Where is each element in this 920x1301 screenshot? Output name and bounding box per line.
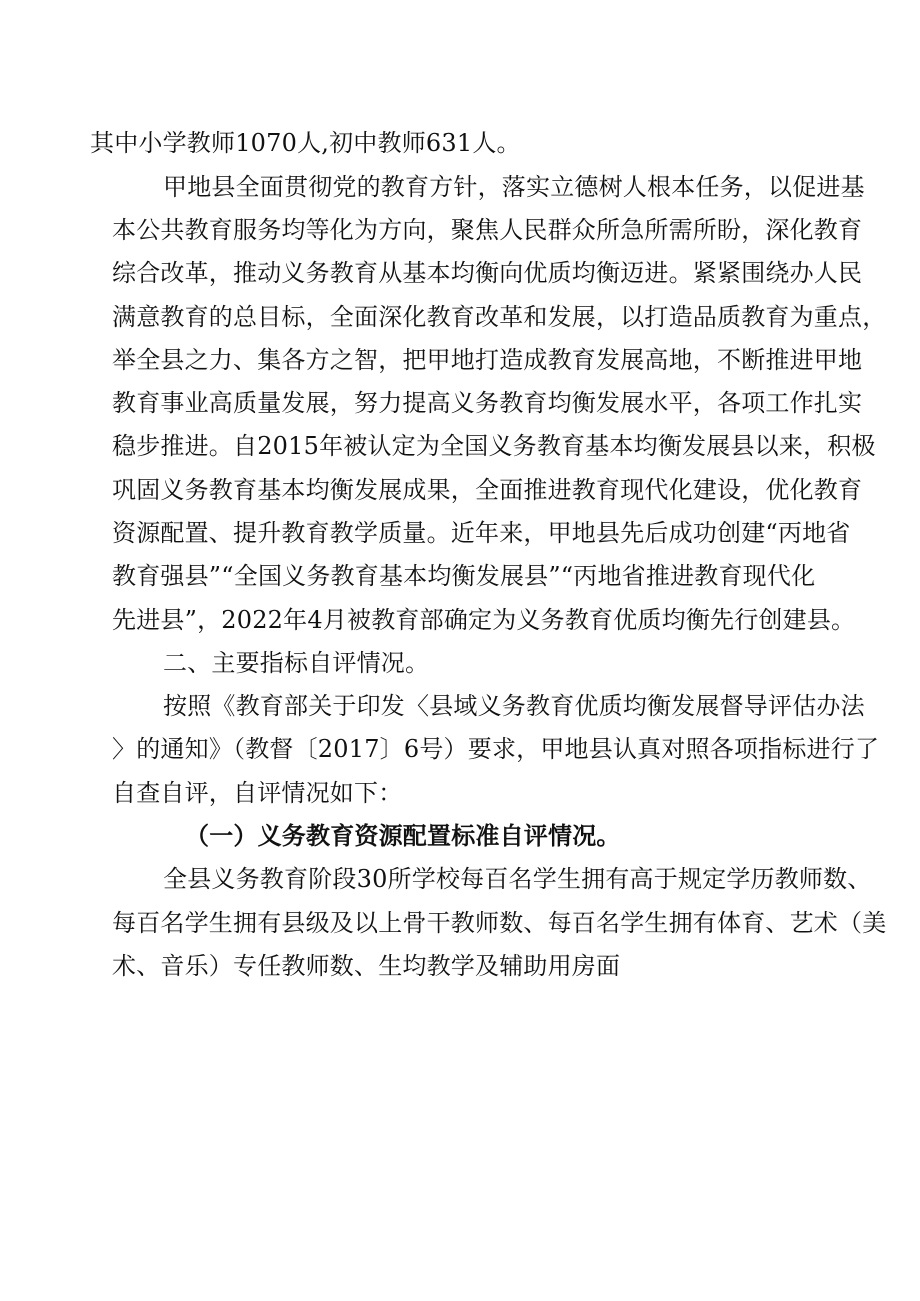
text-line-16: 自查自评，自评情况如下： <box>112 779 403 807</box>
text-line-4: 综合改革，推动义务教育从基本均衡向优质均衡迈进。紧紧围绕办人民 <box>112 259 863 287</box>
text-line-9: 巩固义务教育基本均衡发展成果，全面推进教育现代化建设，优化教育 <box>112 476 863 504</box>
text-line-14: 按照《教育部关于印发〈县域义务教育优质均衡发展督导评估办法 <box>163 692 865 720</box>
text-line-6: 举全县之力、集各方之智，把甲地打造成教育发展高地，不断推进甲地 <box>112 346 863 374</box>
text-line-8: 稳步推进。自2015年被认定为全国义务教育基本均衡发展县以来，积极 <box>112 432 876 460</box>
text-line-19: 每百名学生拥有县级及以上骨干教师数、每百名学生拥有体育、艺术（美 <box>112 909 887 937</box>
text-line-11: 教育强县”“全国义务教育基本均衡发展县”“丙地省推进教育现代化 <box>112 562 816 590</box>
text-line-3: 本公共教育服务均等化为方向，聚焦人民群众所急所需所盼，深化教育 <box>112 216 863 244</box>
text-line-18: 全县义务教育阶段30所学校每百名学生拥有高于规定学历教师数、 <box>163 865 872 893</box>
text-line-20: 术、音乐）专任教师数、生均教学及辅助用房面 <box>112 952 621 980</box>
subsection-heading-1: （一）义务教育资源配置标准自评情况。 <box>185 822 621 850</box>
text-line-12: 先进县”，2022年4月被教育部确定为义务教育优质均衡先行创建县。 <box>112 606 856 634</box>
text-line-10: 资源配置、提升教育教学质量。近年来，甲地县先后成功创建“丙地省 <box>112 519 851 547</box>
text-line-7: 教育事业高质量发展，努力提高义务教育均衡发展水平，各项工作扎实 <box>112 389 863 417</box>
text-line-2: 甲地县全面贯彻党的教育方针，落实立德树人根本任务，以促进基 <box>163 173 865 201</box>
text-line-15: 〉的通知》（教督〔2017〕6号）要求，甲地县认真对照各项指标进行了 <box>112 735 880 763</box>
text-line-1: 其中小学教师1070人,初中教师631人。 <box>90 129 521 157</box>
section-heading-2: 二、主要指标自评情况。 <box>163 649 430 677</box>
text-line-5: 满意教育的总目标，全面深化教育改革和发展，以打造品质教育为重点， <box>112 303 887 331</box>
